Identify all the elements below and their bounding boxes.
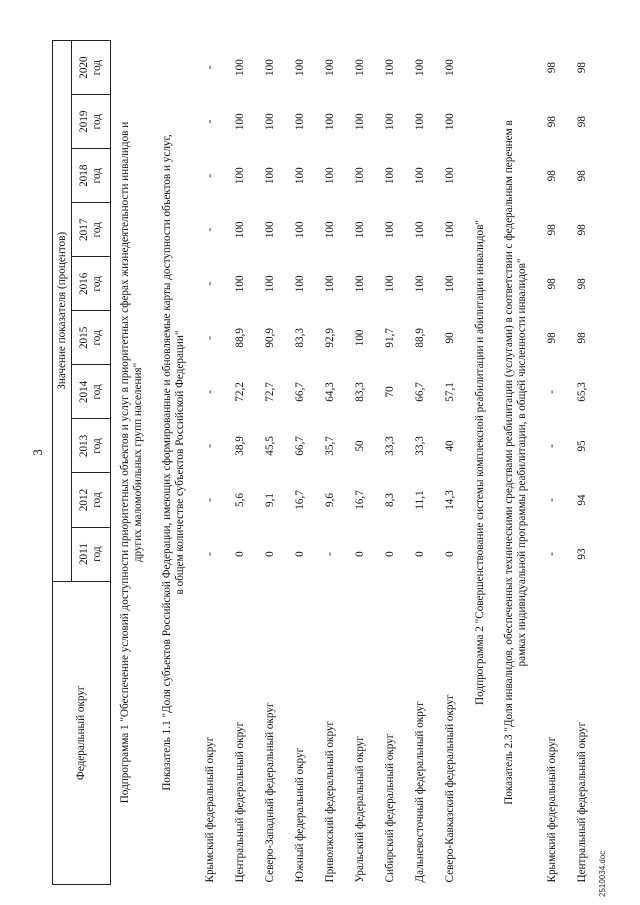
year-unit: год (91, 438, 103, 454)
value-cell: 100 (263, 59, 276, 76)
value-cell: 91,7 (383, 328, 396, 348)
year-unit: год (91, 384, 103, 400)
value-cell: 11,1 (413, 490, 426, 510)
value-cell: 90,9 (263, 328, 276, 348)
value-cell: 100 (293, 167, 306, 185)
year-header-2014 (72, 365, 111, 419)
value-cell: - (203, 498, 216, 502)
okrug-name: Северо-Кавказский федеральный округ (443, 694, 456, 883)
subprogram-1-title (111, 41, 154, 885)
year-value: 2012 (78, 488, 91, 512)
value-cell: 57,1 (443, 382, 456, 402)
table-row (285, 41, 315, 885)
value-cell: 66,7 (293, 382, 306, 402)
value-cell: 92,9 (323, 328, 336, 348)
value-cell: 100 (233, 167, 246, 185)
value-cell: 100 (293, 59, 306, 76)
value-cell: 98 (545, 61, 558, 74)
value-cell: 88,9 (233, 328, 246, 348)
table-row (315, 41, 345, 885)
section-line: Показатель 2.3 "Доля инвалидов, обеспеченных техническими средствами реабилитации (услугами) в соответствии с федеральным перечнем в (503, 120, 516, 805)
value-cell: 100 (323, 113, 336, 131)
section-line: Показатель 1.1 "Доля субъектов Российской Федерации, имеющих сформированные и обновляемые карты доступности объектов и услуг, (161, 134, 174, 791)
value-cell: 100 (383, 113, 396, 131)
okrug-name: Приволжский федеральный округ (323, 720, 336, 883)
page-number: 3 (30, 449, 45, 456)
value-cell: - (545, 552, 558, 556)
value-cell: - (545, 444, 558, 448)
table-body (111, 41, 598, 885)
value-cell: 0 (293, 551, 306, 557)
section-line: рамках индивидуальной программы реабилитации, в общей численности инвалидов" (516, 258, 528, 667)
value-cell: 98 (575, 224, 588, 236)
year-header-2012 (72, 473, 111, 527)
section-line: Подпрограмма 1 "Обеспечение условий доступности приоритетных объектов и услуг в приоритетных сферах жизнедеятельности инвалидов и (119, 121, 132, 804)
value-cell: 98 (545, 224, 558, 236)
year-header-2017 (72, 203, 111, 257)
year-header-2018 (72, 149, 111, 203)
indicator-table (52, 40, 597, 885)
value-cell: 100 (383, 221, 396, 239)
value-cell: 98 (545, 332, 558, 344)
value-cell: 9,6 (323, 493, 336, 507)
section-line: Подпрограмма 2 "Совершенствование системы комплексной реабилитации и абилитации инвалидов" (473, 220, 486, 705)
value-cell: 100 (233, 221, 246, 239)
value-cell: 66,7 (293, 436, 306, 456)
okrug-name: Южный федеральный округ (293, 747, 306, 883)
indicator-2-3-title (495, 41, 537, 885)
document-code: 2510034.doc (598, 850, 607, 897)
value-cell: 95 (575, 440, 588, 452)
year-value: 2020 (78, 56, 91, 79)
value-cell: 100 (263, 275, 276, 293)
indicator-2-3-title-text (495, 41, 537, 885)
value-cell: 98 (575, 278, 588, 290)
value-cell: 0 (443, 551, 456, 557)
okrug-name: Центральный федеральный округ (233, 721, 246, 883)
value-cell: 35,7 (323, 436, 336, 456)
section-line: в общем количестве субъектов Российской Федерации" (174, 330, 186, 595)
value-cell: 16,7 (353, 490, 366, 510)
table-row (345, 41, 375, 885)
year-value: 2016 (78, 272, 91, 295)
okrug-name: Центральный федеральный округ (575, 721, 588, 883)
section-line: других маломобильных групп населения" (132, 362, 144, 563)
year-header-2019 (72, 95, 111, 149)
table-row (435, 41, 465, 885)
value-cell: 70 (383, 386, 396, 398)
value-cell: 98 (545, 116, 558, 128)
value-cell: 98 (575, 116, 588, 128)
value-cell: 5,6 (233, 493, 246, 507)
value-cell: 0 (263, 551, 276, 557)
value-cell: 100 (263, 167, 276, 185)
value-cell: 100 (293, 275, 306, 293)
value-cell: 64,3 (323, 382, 336, 402)
value-cell: 98 (575, 332, 588, 344)
value-cell: 100 (353, 59, 366, 76)
value-cell: 100 (383, 275, 396, 293)
value-cell: - (203, 227, 216, 232)
values-group-header: Значение показателя (процентов) (53, 41, 72, 582)
value-cell: 33,3 (383, 436, 396, 456)
value-cell: 100 (353, 113, 366, 131)
value-cell: 100 (413, 113, 426, 131)
value-cell: 100 (353, 329, 366, 347)
value-cell: 100 (383, 59, 396, 76)
value-cell: 16,7 (293, 490, 306, 510)
table-row (405, 41, 435, 885)
value-cell: 100 (443, 221, 456, 239)
value-cell: - (323, 552, 336, 556)
year-unit: год (91, 492, 103, 508)
value-cell: 100 (293, 221, 306, 239)
value-cell: - (203, 65, 216, 70)
value-cell: 98 (575, 170, 588, 182)
value-cell: 50 (353, 440, 366, 452)
value-cell: 100 (443, 275, 456, 293)
year-value: 2011 (78, 543, 91, 566)
value-cell: 100 (443, 167, 456, 185)
year-header-2015 (72, 311, 111, 365)
value-cell: - (203, 173, 216, 178)
value-cell: 0 (383, 551, 396, 557)
okrug-name: Дальневосточный федеральный округ (413, 701, 426, 883)
table-row (225, 41, 255, 885)
value-cell: 100 (233, 113, 246, 131)
value-cell: 94 (575, 494, 588, 506)
year-value: 2019 (78, 110, 91, 133)
subprogram-2-title-text (465, 41, 495, 885)
value-cell: 100 (353, 275, 366, 293)
year-value: 2015 (78, 326, 91, 350)
value-cell: 100 (443, 113, 456, 131)
table-row (567, 41, 597, 885)
year-header-2020 (72, 41, 111, 95)
value-cell: 83,3 (293, 328, 306, 348)
value-cell: 93 (575, 548, 588, 560)
value-cell: 0 (353, 551, 366, 557)
value-cell: - (203, 335, 216, 340)
table-row (375, 41, 405, 885)
year-header-2011 (72, 527, 111, 581)
year-unit: год (91, 330, 103, 346)
value-cell: 100 (413, 275, 426, 293)
year-value: 2014 (78, 380, 91, 404)
value-cell: 100 (323, 221, 336, 239)
value-cell: 33,3 (413, 436, 426, 456)
year-unit: год (91, 222, 103, 238)
value-cell: 100 (233, 59, 246, 76)
okrug-name: Крымский федеральный округ (203, 736, 216, 883)
value-cell: 90 (443, 332, 456, 344)
table-row (195, 41, 225, 885)
value-cell: 100 (353, 167, 366, 185)
value-cell: 14,3 (443, 490, 456, 510)
value-cell: 100 (233, 275, 246, 293)
year-unit: год (91, 114, 103, 130)
value-cell: 100 (413, 59, 426, 76)
value-cell: 100 (293, 113, 306, 131)
value-cell: 83,3 (353, 382, 366, 402)
okrug-column-header: Федеральный округ (53, 581, 111, 884)
value-cell: 100 (413, 221, 426, 239)
value-cell: 9,1 (263, 493, 276, 507)
value-cell: 66,7 (413, 382, 426, 402)
value-cell: 88,9 (413, 328, 426, 348)
value-cell: 98 (575, 61, 588, 74)
value-cell: - (203, 281, 216, 286)
value-cell: 38,9 (233, 436, 246, 456)
subprogram-1-title-text (111, 41, 154, 885)
value-cell: 100 (353, 221, 366, 239)
value-cell: - (545, 390, 558, 394)
value-cell: 0 (233, 551, 246, 557)
value-cell: 0 (413, 551, 426, 557)
value-cell: 45,5 (263, 436, 276, 456)
year-value: 2018 (78, 164, 91, 187)
year-value: 2017 (78, 218, 91, 241)
value-cell: 100 (383, 167, 396, 185)
subprogram-2-title (465, 41, 495, 885)
value-cell: 98 (545, 170, 558, 182)
table-row (255, 41, 285, 885)
value-cell: 100 (443, 59, 456, 76)
year-unit: год (91, 546, 103, 562)
okrug-name: Уральский федеральный округ (353, 736, 366, 883)
value-cell: - (203, 390, 216, 394)
year-unit: год (91, 59, 103, 76)
value-cell: 98 (545, 278, 558, 290)
value-cell: 8,3 (383, 493, 396, 507)
value-cell: 100 (263, 221, 276, 239)
year-unit: год (91, 276, 103, 292)
table-row (537, 41, 567, 885)
year-value: 2013 (78, 434, 91, 458)
indicator-1-1-title (153, 41, 195, 885)
okrug-name: Крымский федеральный округ (545, 736, 558, 883)
value-cell: - (545, 498, 558, 502)
value-cell: - (203, 119, 216, 124)
value-cell: 65,3 (575, 382, 588, 402)
value-cell: 40 (443, 440, 456, 452)
year-header-2016 (72, 257, 111, 311)
year-unit: год (91, 168, 103, 184)
value-cell: 100 (263, 113, 276, 131)
value-cell: 72,7 (263, 382, 276, 402)
value-cell: 72,2 (233, 382, 246, 402)
value-cell: 100 (323, 59, 336, 76)
year-header-2013 (72, 419, 111, 473)
okrug-name: Сибирский федеральный округ (383, 733, 396, 883)
value-cell: - (203, 444, 216, 448)
value-cell: 100 (413, 167, 426, 185)
value-cell: - (203, 552, 216, 556)
indicator-1-1-title-text (153, 41, 195, 885)
value-cell: 100 (323, 167, 336, 185)
value-cell: 100 (323, 275, 336, 293)
okrug-name: Северо-Западный федеральный округ (263, 702, 276, 883)
